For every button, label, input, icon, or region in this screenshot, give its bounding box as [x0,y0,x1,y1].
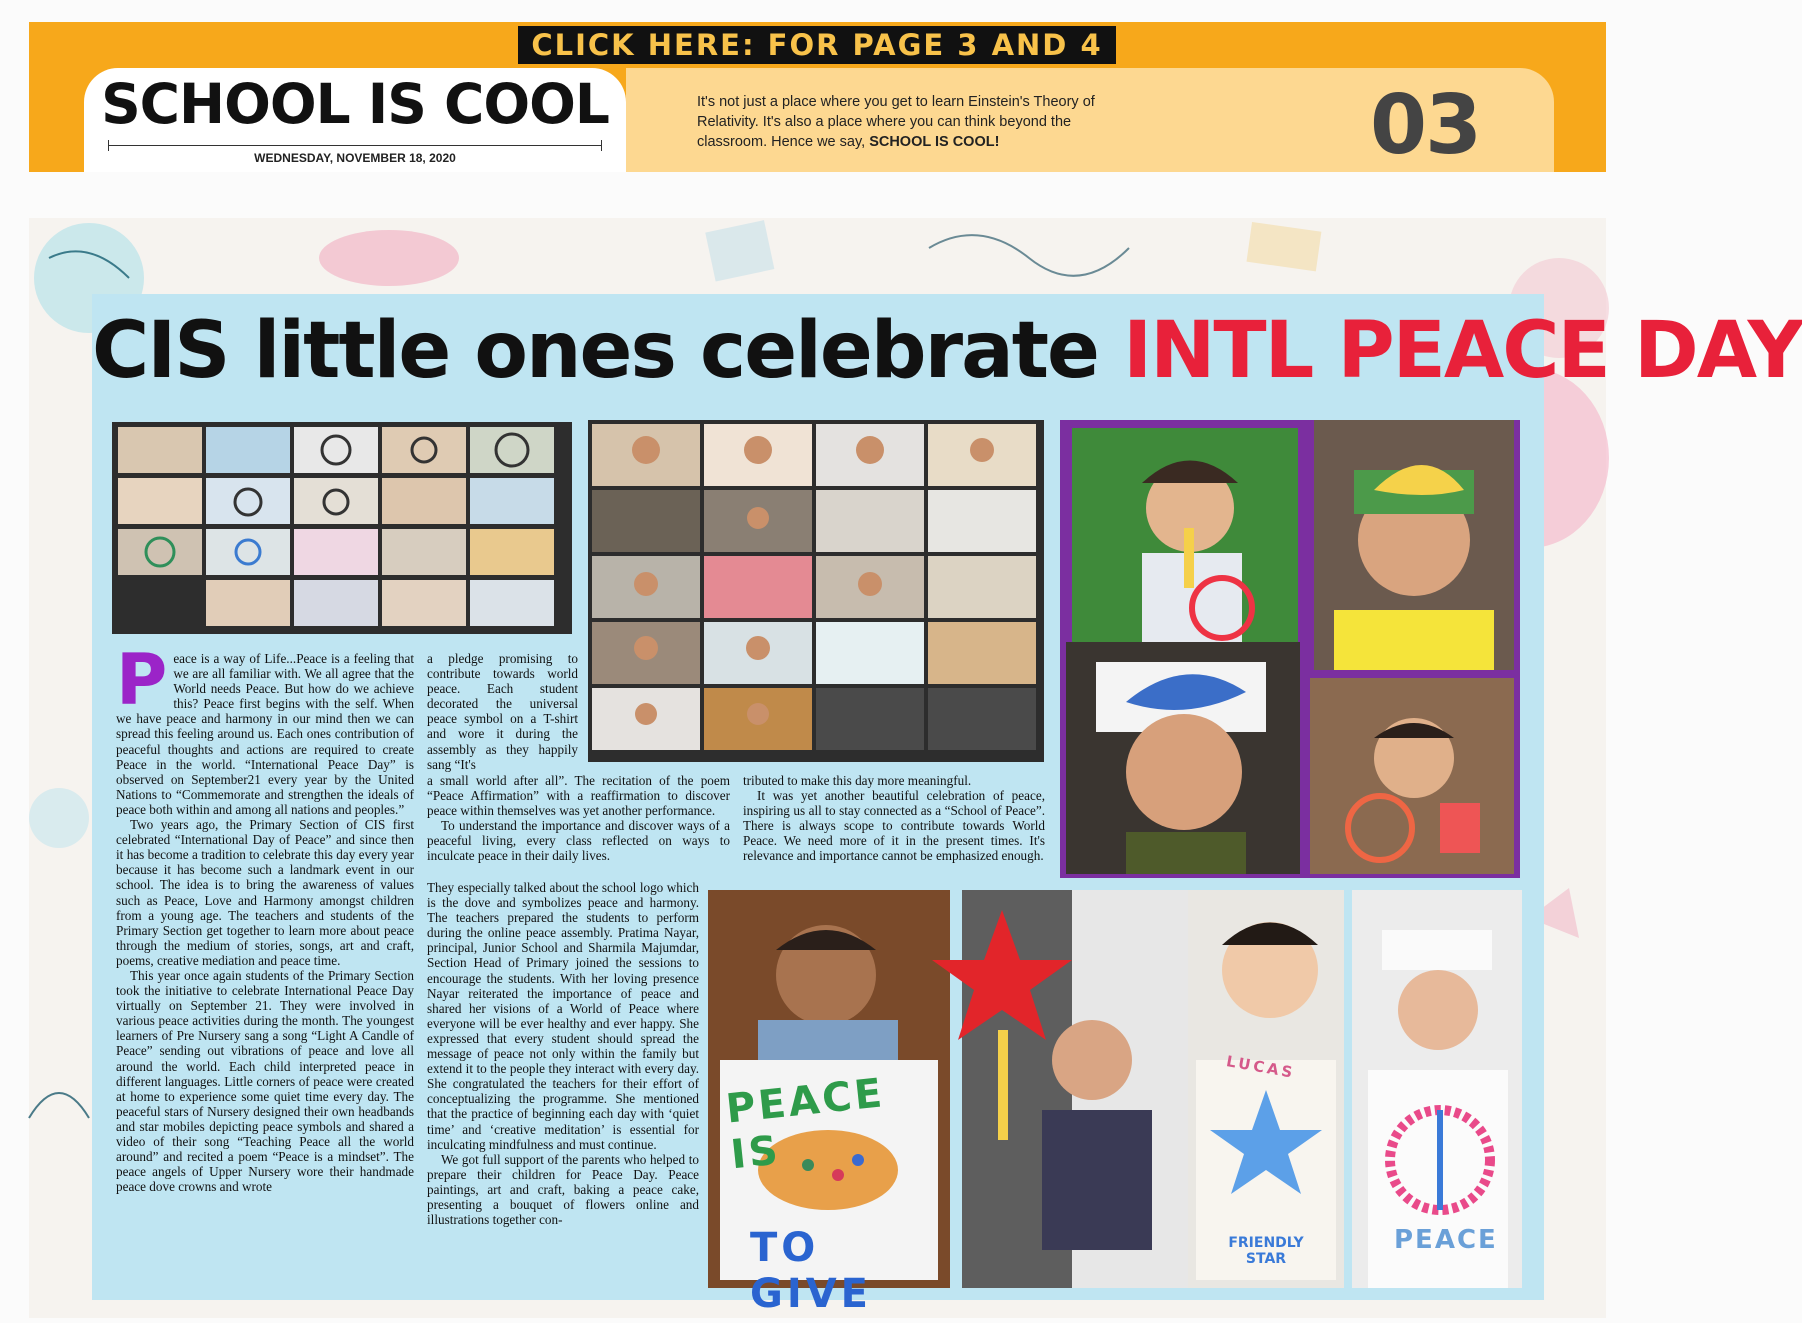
photo-peace-is-to-give [708,890,950,1317]
candle-craft-art [1072,428,1298,650]
sign-to-give: TO GIVE [750,1225,872,1317]
tagline-text: It's not just a place where you get to learn Einstein's Theory of Relativity. It's also a place where you can think beyond the classroom. Hence we say, [697,94,1095,150]
zoom-grid-photo-2 [588,420,1044,762]
sign-friendly-star: FRIENDLY STAR [1228,1235,1304,1267]
section-title: SCHOOL IS COOL [101,72,609,136]
headline-highlight: INTL PEACE DAY [1123,306,1802,396]
photo-dove-crown [1066,642,1300,874]
sign-peace-is: PEACE IS [723,1070,888,1179]
zoom-grid-tiles-2 [588,420,1044,762]
article-column-1 [116,639,414,1289]
peace-sign-craft-art [1310,678,1514,874]
title-rule [108,145,602,146]
headline-main: CIS little ones celebrate [92,306,1098,396]
photo-peace-sign-craft [1310,678,1514,874]
tagline-bold: SCHOOL IS COOL! [869,134,1000,150]
col2-paragraph-1a: a pledge promising to contribute towards world peace. Each student decorated the universal peace symbol on a T-shirt and wore it during the assembly as they happily sang “It's [427,651,578,772]
tagline [697,92,1137,152]
dove-crown-art [1066,642,1300,874]
page-number: 03 [1370,78,1481,173]
col2-paragraph-4: We got full support of the parents who helped to prepare their children for Peace Day. Peace paintings, art and craft, baking a peace cake, presenting a bouquet of flowers online and illustrations together con- [427,1151,699,1228]
col1-paragraph-3: This year once again students of the Primary Section took the initiative to celebrate International Peace Day virtually on September 21. They were involved in various peace activities during the month. The youngest learners of Pre Nursery sang a song “Light A Candle of Peace” sending out vibrations of peace and love all around the world. Each child interpreted peace in different languages. Little corners of peace were created at home to experience some quiet time every day. The peaceful stars of Nursery designed their own headbands and star mobiles depicting peace symbols and shared a video of their song “Teaching Peace all the world around” and recited a poem “Peace is a mindset”. The peace angels of Upper Nursery wore their handmade peace dove crowns and wrote [116,967,414,1195]
col2-paragraph-3: They especially talked about the school logo which is the dove and symbolizes peace and harmony. The teachers prepared the students to perform during the online peace assembly. Pratima Nayar, principal, Junior School and Sharmila Majumdar, Section Head of Primary joined the sessions to encourage the students. With her loving presence Nayar reiterated the importance of peace and shared her visions of a World of Peace where everyone will be ever healthy and ever happy. She expressed that every student should spread the message of peace not only within the family but extend it to the people they interact with every day. She congratulated the teachers for their effort of conceptualizing the programme. She mentioned that the practice of beginning each day with ‘quiet time’ and ‘creative meditation’ is essential for inculcating mindfulness and must continue. [427,880,699,1152]
drop-cap: P [116,639,168,721]
photo-friendly-star [1188,890,1344,1288]
col1-paragraph-1: eace is a way of Life...Peace is a feeling that we are all familiar with. We all agree that the World needs Peace. But how do we achieve this? Peace first begins with the self. When we have peace and harmony in our mind then we can spread this feeling around us. Each ones contribution of peaceful thoughts and actions are required to create Peace in the world. “International Peace Day” is observed on September21 every year by the United Nations to “Commemorate and strengthen the ideals of peace both within and among all nations and peoples.” [116,651,414,817]
col2-paragraph-1b: a small world after all”. The recitation of the poem “Peace Affirmation” with a reaffirmation to discover peace within themselves was yet another performance. [427,773,730,819]
headline [92,306,1802,396]
article-column-2-bottom [427,880,699,1227]
friendly-star-art [1188,890,1344,1288]
zoom-grid-tiles [112,422,572,634]
photo-dove-headband [1314,420,1514,670]
sign-lucas: LUCAS [1224,1052,1297,1082]
col2-paragraph-2: To understand the importance and discover ways of a peaceful living, every class reflected on ways to inculcate peace in their daily lives. [427,818,730,864]
col1-paragraph-2: Two years ago, the Primary Section of CIS first celebrated “International Day of Peace” and since then it has become a tradition to celebrate this day every year because it has become such a landmark event in our school. The idea is to bring the awareness of values such as Peace, Love and Harmony amongst children from a young age. The teachers and students of the Primary Section get together to learn more about peace through the medium of stories, songs, art and craft, poems, creative mediation and peace time. [116,817,414,968]
col3-paragraph-2: It was yet another beautiful celebration of peace, inspiring us all to stay connected as a “School of Peace”. There is always scope to contribute towards World Peace. We need more of it in the present times. It's relevance and importance cannot be emphasized enough. [743,788,1045,864]
zoom-grid-photo-1 [112,422,572,634]
girl-red-star-art [962,890,1188,1288]
dove-headband-art [1314,420,1514,670]
issue-date: WEDNESDAY, NOVEMBER 18, 2020 [254,151,456,165]
sign-peace-shirt: PEACE [1394,1225,1498,1255]
photo-girl-red-star [962,890,1188,1288]
page-link-banner[interactable]: CLICK HERE: FOR PAGE 3 AND 4 [518,26,1116,64]
photo-peace-tshirt [1352,890,1522,1288]
article-column-2-top [427,651,578,772]
photo-candle-craft [1072,428,1298,650]
col3-paragraph-1: tributed to make this day more meaningful. [743,773,972,788]
article-column-3 [743,773,1045,864]
article-column-2-middle [427,773,730,864]
kids-crafts-collage [1060,420,1520,878]
